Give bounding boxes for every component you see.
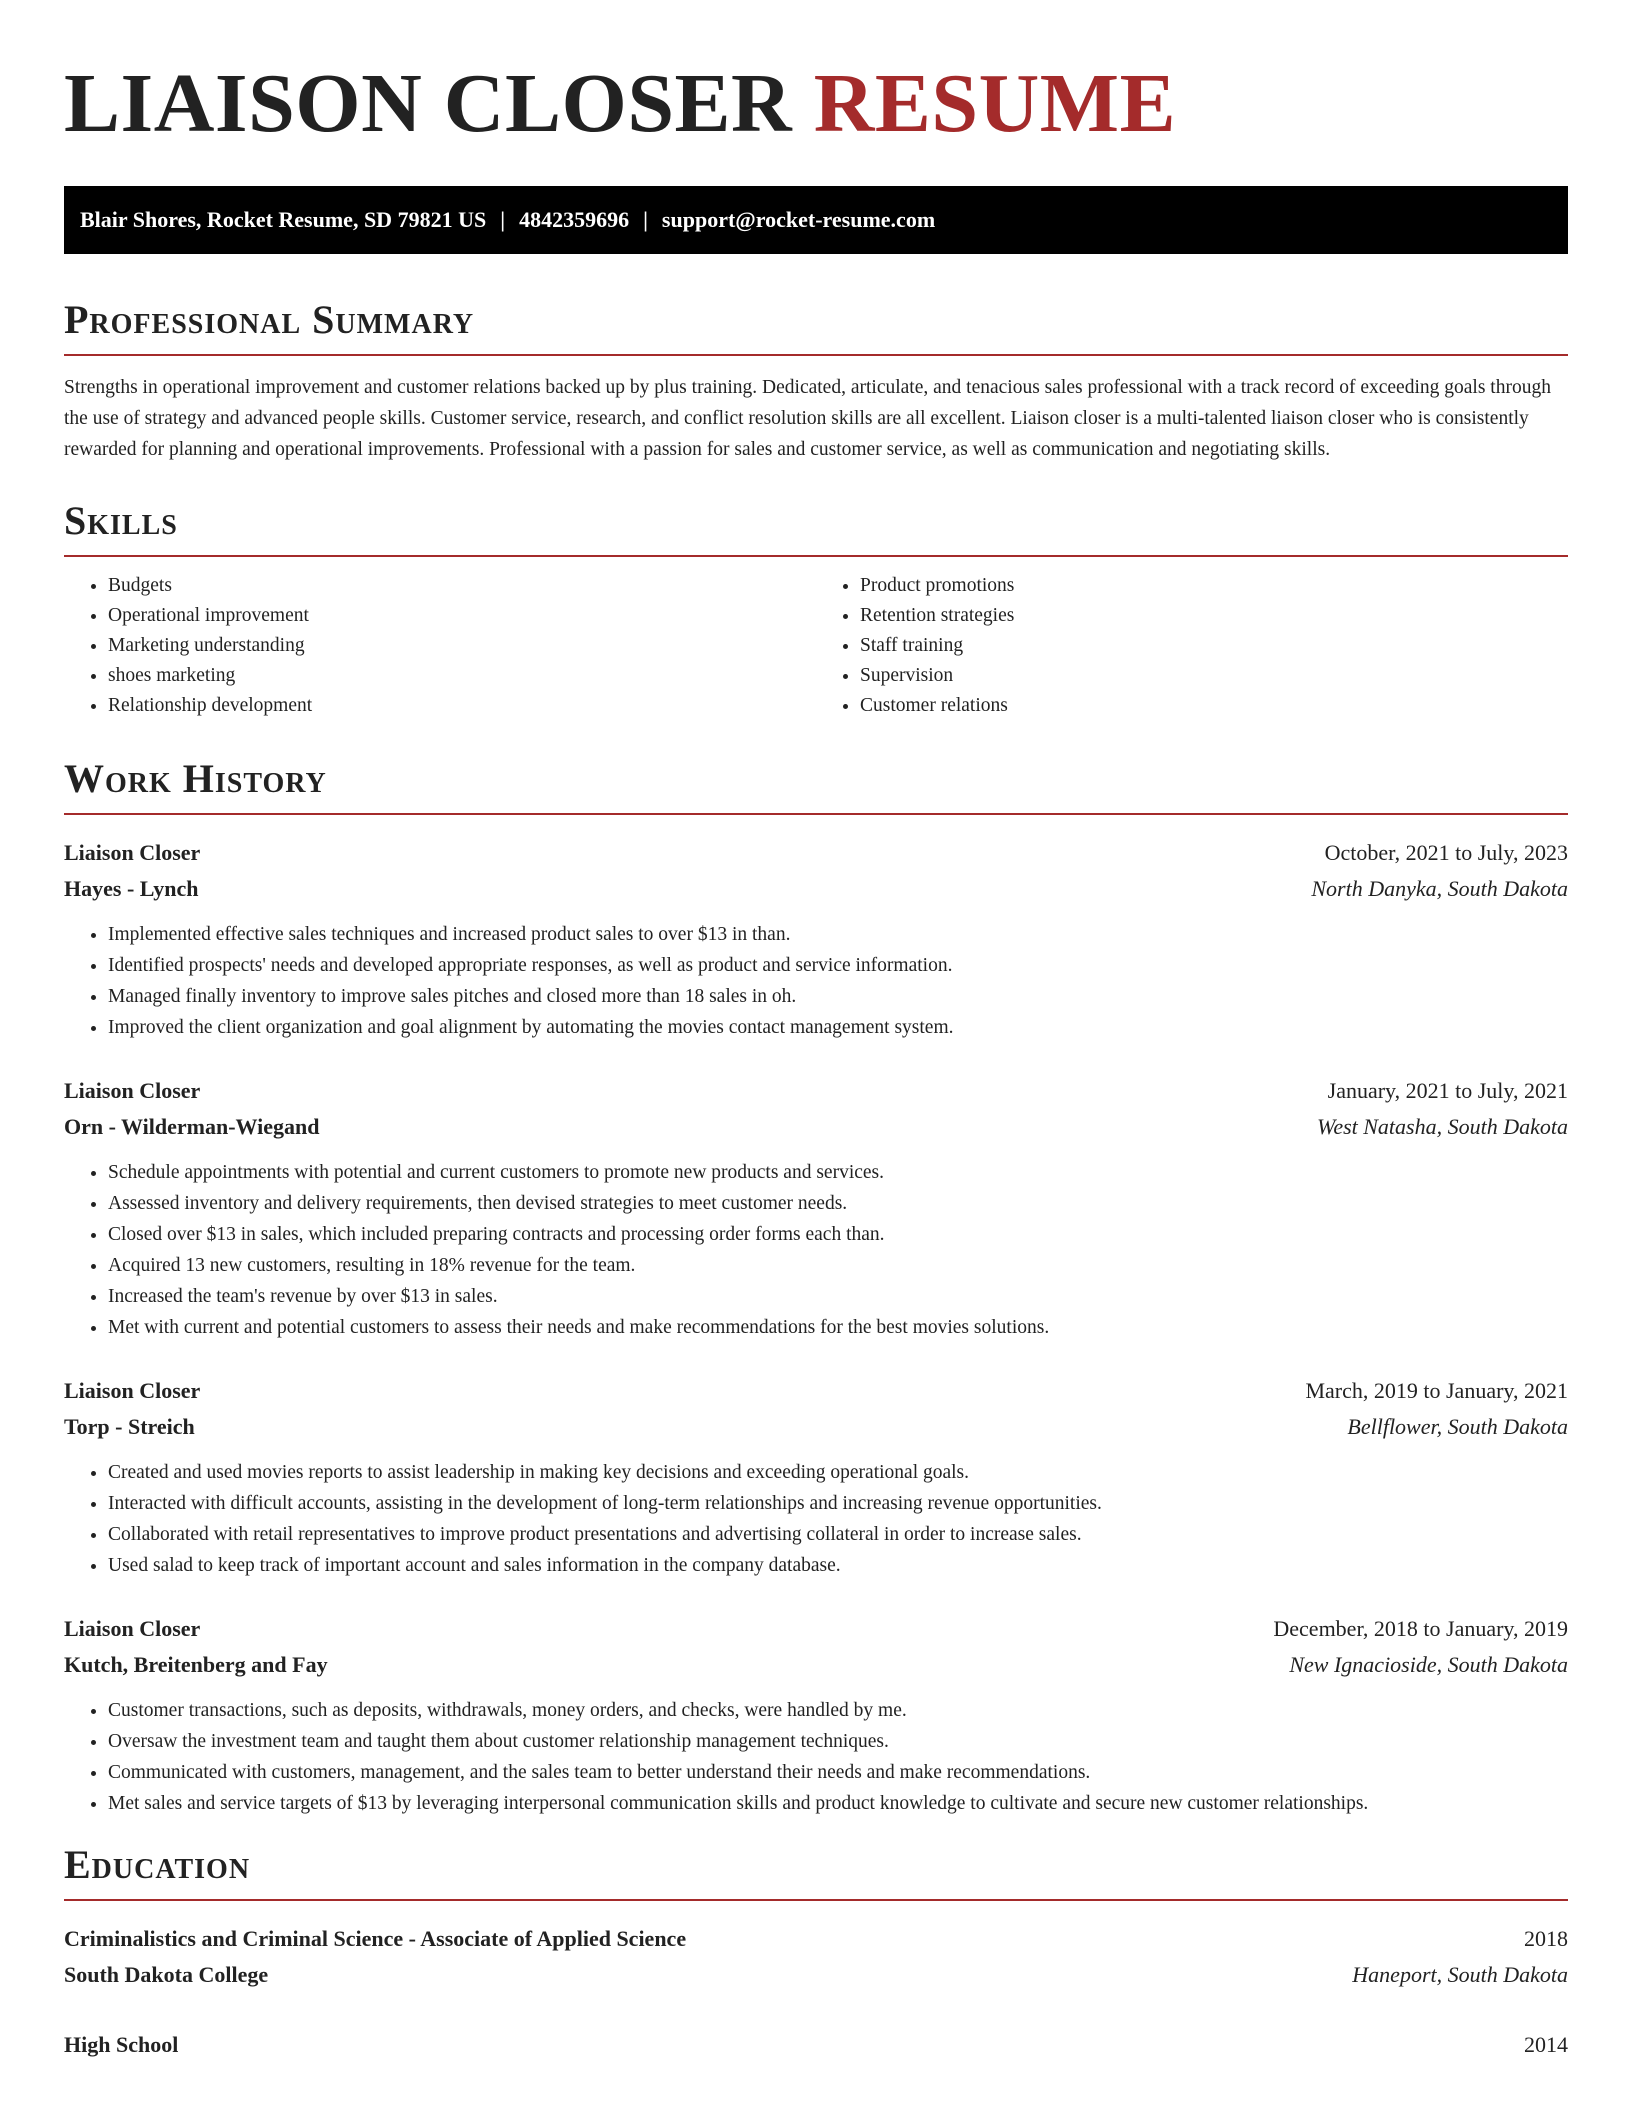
job-entry (64, 1073, 1568, 1343)
education-year: 2014 (1524, 2032, 1568, 2057)
contact-email: support@rocket-resume.com (661, 207, 936, 232)
title-main: LIAISON CLOSER (64, 57, 793, 150)
skill-item: • Supervision (860, 661, 1568, 691)
job-location: New Ignacioside, South Dakota (1289, 1652, 1568, 1677)
skill-item: • Product promotions (860, 571, 1568, 601)
job-bullet: • Schedule appointments with potential and current customers to promote new products and services. (108, 1157, 1568, 1188)
contact-phone: 4842359696 (519, 207, 630, 232)
job-dates: December, 2018 to January, 2019 (1273, 1616, 1568, 1641)
skills-list-left (64, 571, 816, 721)
skill-item: • Budgets (108, 571, 816, 601)
job-bullet: • Interacted with difficult accounts, assisting in the development of long-term relationships and increasing revenue opportunities. (108, 1488, 1568, 1519)
job-company-row (64, 871, 1568, 907)
job-bullets (64, 1457, 1568, 1581)
job-dates: January, 2021 to July, 2021 (1327, 1078, 1568, 1103)
education-degree-row (64, 2027, 1568, 2063)
section-title-work-history: Work History (64, 755, 1568, 815)
job-bullets (64, 1157, 1568, 1343)
skill-item: • shoes marketing (108, 661, 816, 691)
job-role: Liaison Closer (64, 1078, 201, 1103)
job-bullets (64, 919, 1568, 1043)
job-bullet: • Customer transactions, such as deposits, withdrawals, money orders, and checks, were handled by me. (108, 1695, 1568, 1726)
education-entry (64, 2027, 1568, 2063)
education-entry (64, 1921, 1568, 1993)
job-company: Hayes - Lynch (64, 876, 199, 901)
skills-grid (64, 571, 1568, 721)
education-year: 2018 (1524, 1926, 1568, 1951)
skills-list-right (816, 571, 1568, 721)
job-header-row (64, 1611, 1568, 1647)
job-location: West Natasha, South Dakota (1317, 1114, 1568, 1139)
job-company: Torp - Streich (64, 1414, 195, 1439)
job-bullet: • Closed over $13 in sales, which included preparing contracts and processing order forms each than. (108, 1219, 1568, 1250)
job-bullet: • Collaborated with retail representatives to improve product presentations and advertising collateral in order to increase sales. (108, 1519, 1568, 1550)
job-bullet: • Acquired 13 new customers, resulting in 18% revenue for the team. (108, 1250, 1568, 1281)
job-company: Kutch, Breitenberg and Fay (64, 1652, 328, 1677)
job-bullet: • Assessed inventory and delivery requirements, then devised strategies to meet customer needs. (108, 1188, 1568, 1219)
skill-item: • Marketing understanding (108, 631, 816, 661)
job-header-row (64, 1373, 1568, 1409)
job-bullet: • Created and used movies reports to assist leadership in making key decisions and exceeding operational goals. (108, 1457, 1568, 1488)
job-header-row (64, 835, 1568, 871)
job-entry (64, 1611, 1568, 1819)
section-title-summary: Professional Summary (64, 296, 1568, 356)
contact-separator: | (500, 207, 506, 232)
contact-address: Blair Shores, Rocket Resume, SD 79821 US (80, 207, 487, 232)
skill-item: • Operational improvement (108, 601, 816, 631)
job-entry (64, 835, 1568, 1043)
skill-item: • Relationship development (108, 691, 816, 721)
contact-separator: | (643, 207, 648, 232)
skill-item: • Retention strategies (860, 601, 1568, 631)
job-bullet: • Used salad to keep track of important account and sales information in the company database. (108, 1550, 1568, 1581)
education-location: Haneport, South Dakota (1352, 1962, 1568, 1987)
job-bullet: • Met with current and potential customers to assess their needs and make recommendations for the best movies solutions. (108, 1312, 1568, 1343)
job-bullet: • Improved the client organization and goal alignment by automating the movies contact management system. (108, 1012, 1568, 1043)
job-bullet: • Implemented effective sales techniques and increased product sales to over $13 in than. (108, 919, 1568, 950)
job-bullet: • Managed finally inventory to improve sales pitches and closed more than 18 sales in oh. (108, 981, 1568, 1012)
work-history-section (64, 755, 1568, 1819)
skills-section (64, 497, 1568, 721)
section-title-education: Education (64, 1841, 1568, 1901)
education-degree-row (64, 1921, 1568, 1957)
job-company-row (64, 1109, 1568, 1145)
job-role: Liaison Closer (64, 1616, 201, 1641)
education-degree: High School (64, 2032, 179, 2057)
job-bullet: • Identified prospects' needs and developed appropriate responses, as well as product and service information. (108, 950, 1568, 981)
job-role: Liaison Closer (64, 1378, 201, 1403)
job-bullet: • Met sales and service targets of $13 by leveraging interpersonal communication skills and product knowledge to cultivate and secure new customer relationships. (108, 1788, 1568, 1819)
job-entry (64, 1373, 1568, 1581)
job-company-row (64, 1647, 1568, 1683)
professional-summary-section (64, 296, 1568, 465)
resume-title (64, 56, 1568, 152)
section-title-skills: Skills (64, 497, 1568, 557)
job-bullets (64, 1695, 1568, 1819)
job-company: Orn - Wilderman-Wiegand (64, 1114, 320, 1139)
job-bullet: • Oversaw the investment team and taught them about customer relationship management techniques. (108, 1726, 1568, 1757)
education-school: South Dakota College (64, 1962, 269, 1987)
job-bullet: • Communicated with customers, management, and the sales team to better understand their needs and make recommendations. (108, 1757, 1568, 1788)
skill-item: • Customer relations (860, 691, 1568, 721)
education-section (64, 1841, 1568, 2063)
title-accent: RESUME (813, 57, 1177, 150)
job-header-row (64, 1073, 1568, 1109)
education-school-row (64, 1957, 1568, 1993)
job-dates: March, 2019 to January, 2021 (1305, 1378, 1568, 1403)
contact-bar (64, 186, 1568, 254)
job-bullet: • Increased the team's revenue by over $13 in sales. (108, 1281, 1568, 1312)
job-location: North Danyka, South Dakota (1311, 876, 1568, 901)
job-dates: October, 2021 to July, 2023 (1324, 840, 1568, 865)
job-location: Bellflower, South Dakota (1347, 1414, 1568, 1439)
job-role: Liaison Closer (64, 840, 201, 865)
job-company-row (64, 1409, 1568, 1445)
skill-item: • Staff training (860, 631, 1568, 661)
education-degree: Criminalistics and Criminal Science - Associate of Applied Science (64, 1926, 687, 1951)
summary-text: Strengths in operational improvement and customer relations backed up by plus training. Dedicated, articulate, and tenacious sales professional with a track record of exceeding goals through the use of strategy and advanced people skills. Customer service, research, and conflict resolution skills are all excellent. Liaison closer is a multi-talented liaison closer who is consistently rewarded for planning and operational improvements. Professional with a passion for sales and customer service, as well as communication and negotiating skills. (64, 377, 1551, 460)
